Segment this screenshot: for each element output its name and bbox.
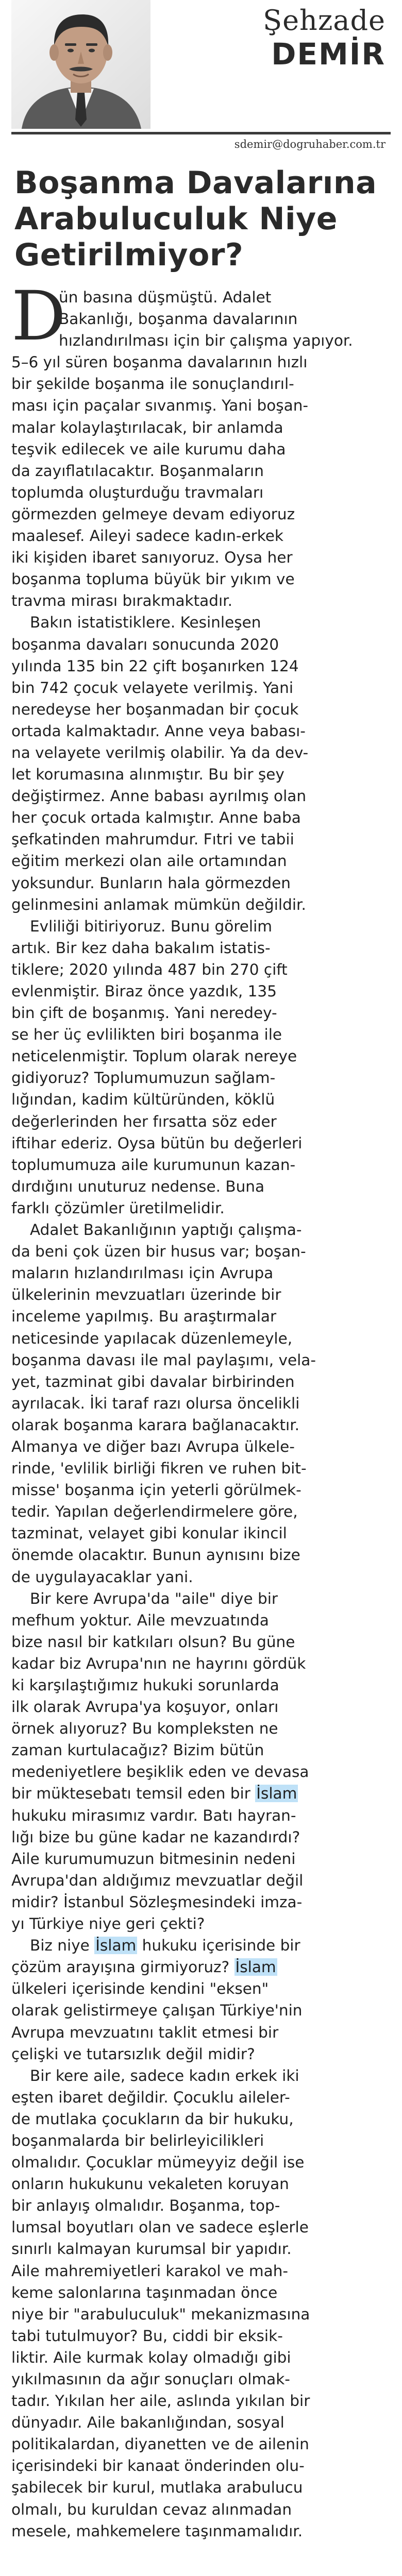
- text-line: hızlandırılması için bir çalışma yapıyor.: [59, 332, 353, 350]
- author-email: sdemir@dogruhaber.com.tr: [234, 138, 386, 150]
- highlighted-word: İslam: [256, 1785, 297, 1803]
- text-line: zaman kurtulacağız? Bizim bütün: [11, 1741, 264, 1759]
- text-line: onların hukukunu vekaleten koruyan: [11, 2175, 289, 2193]
- text-line: olarak gelistirmeye çalışan Türkiye'nin: [11, 2002, 303, 2020]
- text-line: iki kişiden ibaret sanıyoruz. Oysa her: [11, 549, 293, 567]
- text-line: görmezden gelmeye devam ediyoruz: [11, 505, 295, 523]
- text-line: neticelenmiştir. Toplum olarak nereye: [11, 1047, 297, 1065]
- text-line: maların hızlandırılması için Avrupa: [11, 1264, 274, 1282]
- article-body: [11, 277, 391, 2542]
- text-line: yoksundur. Bunların hala görmezden: [11, 874, 291, 892]
- author-photo: [11, 0, 150, 129]
- highlighted-word: İslam: [95, 1937, 137, 1955]
- text-line: örnek alıyoruz? Bu kompleksten ne: [11, 1720, 278, 1738]
- text-line: ülkeleri içerisinde kendini "eksen": [11, 1980, 269, 1998]
- author-first-name: Şehzade: [263, 4, 386, 37]
- text-line: rinde, 'evlilik birliği fikren ve ruhen bit-: [11, 1460, 307, 1478]
- text-line: keme salonlarına taşınmadan önce: [11, 2283, 278, 2301]
- text-line: olmalı, bu kuruldan cevaz alınmadan: [11, 2500, 292, 2518]
- text-line: içerisindeki bir kanaat önderinden olu-: [11, 2457, 305, 2475]
- text-line: da zayıflatılacaktır. Boşanmaların: [11, 462, 264, 480]
- text-line: Almanya ve diğer bazı Avrupa ülkele-: [11, 1437, 295, 1455]
- text-line: bir şekilde boşanma ile sonuçlandırıl-: [11, 375, 294, 393]
- text-line: değerlerinden her fırsatta söz eder: [11, 1112, 277, 1130]
- text-line: Bir kere Avrupa'da "aile" diye bir: [30, 1589, 278, 1607]
- text-line: sınırlı kalmayan kurumsal bir yapıdır.: [11, 2240, 292, 2258]
- text-line: lumsal boyutları olan ve sadece eşlerle: [11, 2218, 309, 2236]
- text-line: Aile mahremiyetleri karakol ve mah-: [11, 2262, 289, 2280]
- text-line: boşanmalarda bir belirleyicilikleri: [11, 2131, 264, 2149]
- text-line: toplumumuza aile kurumunun kazan-: [11, 1156, 296, 1174]
- text-line: da beni çok üzen bir husus var; boşan-: [11, 1243, 306, 1261]
- text-line: na velayete verilmiş olabilir. Ya da dev-: [11, 743, 309, 761]
- text-line: lığı bize bu güne kadar ne kazandırdı?: [11, 1828, 300, 1846]
- text-line: niye bir "arabuluculuk" mekanizmasına: [11, 2305, 310, 2323]
- highlighted-word: İslam: [235, 1958, 276, 1976]
- text-line: bin 742 çocuk velayete verilmiş. Yani: [11, 679, 294, 697]
- text-line: neticesinde yapılacak düzenlemeyle,: [11, 1329, 293, 1347]
- text-line: boşanma davaları sonucunda 2020: [11, 635, 279, 653]
- text-line: yet, tazminat gibi davalar birbirinden: [11, 1372, 295, 1391]
- text-line: toplumda oluşturduğu travmaları: [11, 483, 264, 501]
- text-line: her çocuk ortada kalmıştır. Anne baba: [11, 809, 301, 827]
- author-last-name: DEMİR: [271, 37, 386, 72]
- text-line: bize nasıl bir katkıları olsun? Bu güne: [11, 1633, 295, 1651]
- text-line: değiştirmez. Anne babası ayrılmış olan: [11, 787, 307, 805]
- text-line: neredeyse her boşanmadan bir çocuk: [11, 700, 299, 718]
- text-line: tiklere; 2020 yılında 487 bin 270 çift: [11, 960, 288, 978]
- text-line: ması için paçalar sıvanmış. Yani boşan-: [11, 397, 309, 415]
- text-line: Avrupa'dan aldığımız mevzuatlar değil: [11, 1871, 304, 1889]
- text-line: gelinmesini anlamak mümkün değildir.: [11, 895, 306, 913]
- text-line: iftihar ederiz. Oysa bütün bu değerleri: [11, 1134, 303, 1152]
- text-line: maalesef. Aileyi sadece kadın-erkek: [11, 527, 284, 545]
- text-line: Avrupa mevzuatını taklit etmesi bir: [11, 2023, 279, 2041]
- text-line: ülkelerinin mevzuatları üzerinde bir: [11, 1286, 281, 1304]
- text-line: ortada kalmaktadır. Anne veya babası-: [11, 722, 306, 740]
- drop-cap: D: [11, 277, 66, 356]
- text-line: se her üç evlilikten biri boşanma ile: [11, 1026, 282, 1044]
- article-text: [11, 351, 391, 2541]
- text-line: tadır. Yıkılan her aile, aslında yıkılan bir: [11, 2392, 310, 2410]
- column-header: [11, 0, 391, 155]
- text-line: olarak boşanma karara bağlanacaktır.: [11, 1416, 300, 1434]
- text-line: ki karşılaştığımız hukuki sorunlarda: [11, 1676, 279, 1694]
- text-line: gidiyoruz? Toplumumuzun sağlam-: [11, 1069, 276, 1087]
- text-line: şabilecek bir kurul, mutlaka arabulucu: [11, 2479, 303, 2497]
- text-line: bir anlayış olmalıdır. Boşanma, top-: [11, 2197, 280, 2215]
- text-line: çelişki ve tutarsızlık değil midir?: [11, 2045, 255, 2063]
- text-line: evlenmiştir. Biraz önce yazdık, 135: [11, 982, 277, 1000]
- text-line: yıkılmasının da ağır sonuçları olmak-: [11, 2370, 290, 2388]
- text-line: ayrılacak. İki taraf razı olursa öncelikli: [11, 1394, 300, 1412]
- text-line: de mutlaka çocukların da bir hukuku,: [11, 2110, 294, 2128]
- text-line: Evliliği bitiriyoruz. Bunu görelim: [30, 917, 272, 935]
- text-line: olmalıdır. Çocuklar mümeyyiz değil ise: [11, 2154, 305, 2172]
- text-line: çözüm arayışına girmiyoruz? İslam: [11, 1958, 276, 1976]
- text-line: Adalet Bakanlığının yaptığı çalışma-: [30, 1221, 302, 1239]
- headline-line: Arabuluculuk Niye: [14, 201, 338, 237]
- lead-paragraph: [11, 277, 391, 356]
- text-line: Aile kurumumuzun bitmesinin nedeni: [11, 1850, 296, 1868]
- text-line: bin çift de boşanmış. Yani neredey-: [11, 1004, 277, 1022]
- text-line: liktir. Aile kurmak kolay olmadığı gibi: [11, 2348, 291, 2366]
- text-line: ün basına düşmüştü. Adalet: [59, 289, 272, 306]
- text-line: tabi tutulmuyor? Bu, ciddi bir eksik-: [11, 2327, 283, 2345]
- text-line: travma mirası bırakmaktadır.: [11, 592, 232, 610]
- text-line: dünyadır. Aile bakanlığından, sosyal: [11, 2414, 284, 2432]
- text-line: kadar biz Avrupa'nın ne hayrını gördük: [11, 1654, 306, 1672]
- text-line: eşten ibaret değildir. Çocuklu aileler-: [11, 2088, 290, 2106]
- text-line: farklı çözümler üretilmelidir.: [11, 1199, 225, 1217]
- text-line: boşanma topluma büyük bir yıkım ve: [11, 570, 295, 588]
- text-line: yılında 135 bin 22 çift boşanırken 124: [11, 657, 299, 675]
- author-byline: [263, 4, 386, 71]
- text-line: de uygulayacaklar yani.: [11, 1568, 193, 1586]
- text-line: let korumasına alınmıştır. Bu bir şey: [11, 766, 284, 784]
- text-line: bir müktesebatı temsil eden bir İslam: [11, 1785, 297, 1803]
- text-line: yı Türkiye niye geri çekti?: [11, 1915, 205, 1933]
- article-headline: [14, 165, 389, 273]
- text-line: ilk olarak Avrupa'ya koşuyor, onları: [11, 1698, 279, 1716]
- text-line: politikalardan, diyanetten ve de ailenin: [11, 2435, 309, 2453]
- text-line: Bir kere aile, sadece kadın erkek iki: [30, 2066, 299, 2084]
- text-line: tedir. Yapılan değerlendirmelere göre,: [11, 1503, 298, 1521]
- text-line: tazminat, velayet gibi konular ikincil: [11, 1524, 287, 1543]
- text-line: misse' boşanma için yeterli görülmek-: [11, 1481, 301, 1499]
- text-line: inceleme yapılmış. Bu araştırmalar: [11, 1308, 277, 1326]
- headline-line: Boşanma Davalarına: [14, 165, 377, 201]
- text-line: artık. Bir kez daha bakalım istatis-: [11, 939, 271, 957]
- text-line: mesele, mahkemelere taşınmamalıdır.: [11, 2522, 303, 2540]
- text-line: boşanma davası ile mal paylaşımı, vela-: [11, 1351, 316, 1369]
- headline-line: Getirilmiyor?: [14, 237, 244, 273]
- text-line: Bakanlığı, boşanma davalarının: [59, 310, 298, 328]
- text-line: hukuku mirasımız vardır. Batı hayran-: [11, 1806, 296, 1824]
- text-line: dırdığını unuturuz nedense. Buna: [11, 1177, 265, 1195]
- text-line: medeniyetlere beşiklik eden ve devasa: [11, 1763, 309, 1781]
- text-line: mefhum yoktur. Aile mevzuatında: [11, 1611, 269, 1629]
- text-line: teşvik edilecek ve aile kurumu daha: [11, 440, 286, 458]
- text-line: Biz niye İslam hukuku içerisinde bir: [30, 1937, 300, 1955]
- text-line: önemde olacaktır. Bunun aynısını bize: [11, 1546, 300, 1564]
- text-line: lığından, kadim kültüründen, köklü: [11, 1091, 275, 1109]
- text-line: midir? İstanbul Sözleşmesindeki imza-: [11, 1893, 303, 1911]
- text-line: Bakın istatistiklere. Kesinleşen: [30, 614, 261, 632]
- text-line: eğitim merkezi olan aile ortamından: [11, 852, 287, 870]
- text-line: malar kolaylaştırılacak, bir anlamda: [11, 418, 283, 436]
- header-divider: [11, 132, 391, 134]
- text-line: şefkatinden mahrumdur. Fıtri ve tabii: [11, 831, 294, 849]
- text-line: 5–6 yıl süren boşanma davalarının hızlı: [11, 353, 308, 371]
